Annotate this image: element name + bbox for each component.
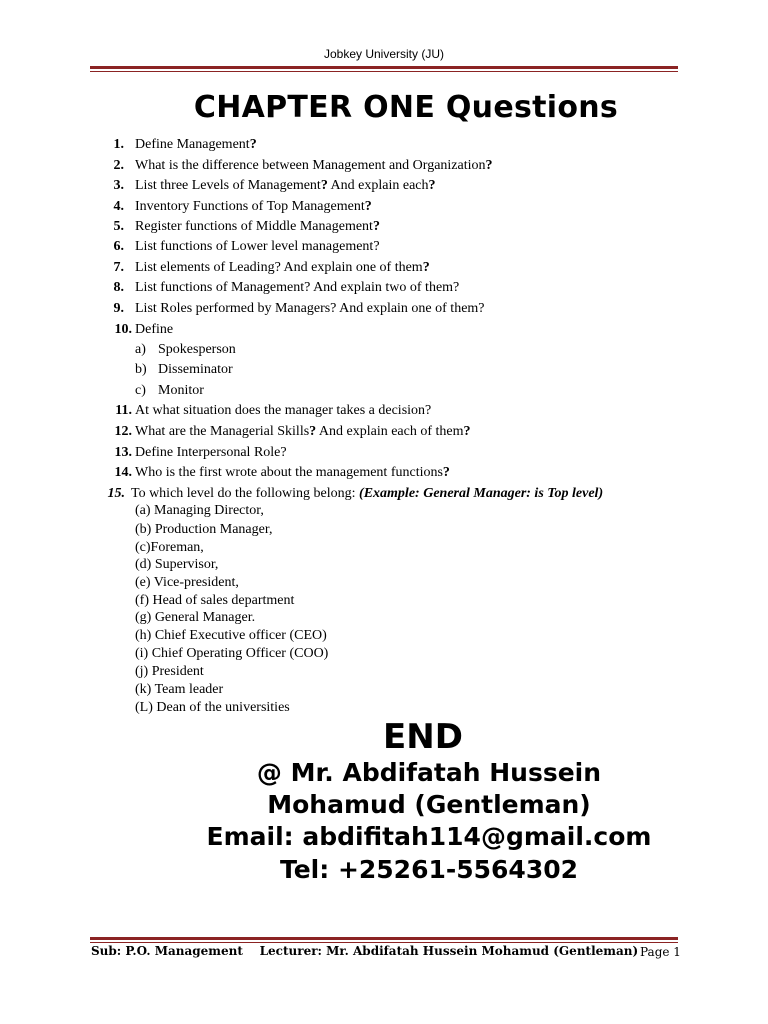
question-number: 8. bbox=[113, 280, 124, 295]
question-text: Define bbox=[135, 322, 174, 337]
level-item: (e) Vice-president, bbox=[135, 575, 239, 590]
question-text: What are the Managerial Skills? And explain each of them? bbox=[135, 424, 471, 439]
question-text: Register functions of Middle Management? bbox=[135, 219, 380, 234]
question-number: 12. bbox=[114, 424, 132, 439]
question-number: 11. bbox=[115, 403, 132, 418]
question-number: 6. bbox=[113, 239, 124, 254]
question-text: List Roles performed by Managers? And explain one of them? bbox=[135, 301, 485, 316]
role-letter: a) bbox=[135, 342, 146, 357]
author-phone: Tel: +25261-5564302 bbox=[279, 855, 579, 884]
page-title: CHAPTER ONE Questions bbox=[193, 90, 619, 125]
level-item: (j) President bbox=[135, 664, 204, 679]
end-heading: END bbox=[383, 717, 463, 757]
level-item: (h) Chief Executive officer (CEO) bbox=[135, 628, 327, 643]
question-number: 7. bbox=[113, 260, 124, 275]
question-text: At what situation does the manager takes a decision? bbox=[135, 403, 432, 418]
question-number: 3. bbox=[113, 178, 124, 193]
university-name: Jobkey University (JU) bbox=[323, 47, 445, 61]
question-number: 4. bbox=[113, 199, 124, 214]
header-rule-thin bbox=[90, 71, 678, 72]
question-number: 2. bbox=[113, 158, 124, 173]
question-text: List three Levels of Management? And explain each? bbox=[135, 178, 436, 193]
level-item: (i) Chief Operating Officer (COO) bbox=[135, 646, 329, 661]
question-number: 10. bbox=[114, 322, 132, 337]
footer-rule-thin bbox=[90, 942, 678, 943]
author-nickname: Mohamud (Gentleman) bbox=[267, 790, 591, 819]
example-note: (Example: General Manager: is Top level) bbox=[359, 486, 604, 501]
question-text: List functions of Lower level management? bbox=[135, 239, 380, 254]
question-text: To which level do the following belong: (Example: General Manager: is Top level) bbox=[131, 486, 604, 501]
level-item: (f) Head of sales department bbox=[135, 593, 295, 608]
question-text: Define Interpersonal Role? bbox=[135, 445, 287, 460]
level-item: (k) Team leader bbox=[135, 682, 224, 697]
role-letter: b) bbox=[135, 362, 147, 377]
level-item: (a) Managing Director, bbox=[135, 503, 264, 518]
role-text: Spokesperson bbox=[158, 342, 236, 357]
header-rule-thick bbox=[90, 66, 678, 69]
level-item: (d) Supervisor, bbox=[135, 557, 219, 572]
author-name: @ Mr. Abdifatah Hussein bbox=[256, 758, 602, 787]
question-number: 9. bbox=[113, 301, 124, 316]
level-item: (g) General Manager. bbox=[135, 610, 256, 625]
question-text: What is the difference between Management and Organization? bbox=[135, 158, 493, 173]
role-text: Disseminator bbox=[158, 362, 233, 377]
role-letter: c) bbox=[135, 383, 146, 398]
question-number: 1. bbox=[113, 137, 124, 152]
question-number: 13. bbox=[114, 445, 132, 460]
footer-rule-thick bbox=[90, 937, 678, 940]
question-text: List elements of Leading? And explain one of them? bbox=[135, 260, 430, 275]
author-email: Email: abdifitah114@gmail.com bbox=[206, 822, 652, 851]
page-number: Page 1 bbox=[640, 945, 681, 959]
level-item: (c)Foreman, bbox=[135, 540, 204, 555]
question-number: 15. bbox=[107, 486, 125, 501]
footer-course-info: Sub: P.O. Management Lecturer: Mr. Abdifatah Hussein Mohamud (Gentleman) bbox=[91, 944, 639, 958]
role-text: Monitor bbox=[158, 383, 204, 398]
question-text: Who is the first wrote about the management functions? bbox=[135, 465, 450, 480]
question-text: Inventory Functions of Top Management? bbox=[135, 199, 372, 214]
level-item: (L) Dean of the universities bbox=[135, 700, 290, 715]
level-item: (b) Production Manager, bbox=[135, 522, 273, 537]
question-text: List functions of Management? And explain two of them? bbox=[135, 280, 460, 295]
question-number: 14. bbox=[114, 465, 132, 480]
question-text: Define Management? bbox=[135, 137, 257, 152]
question-number: 5. bbox=[113, 219, 124, 234]
